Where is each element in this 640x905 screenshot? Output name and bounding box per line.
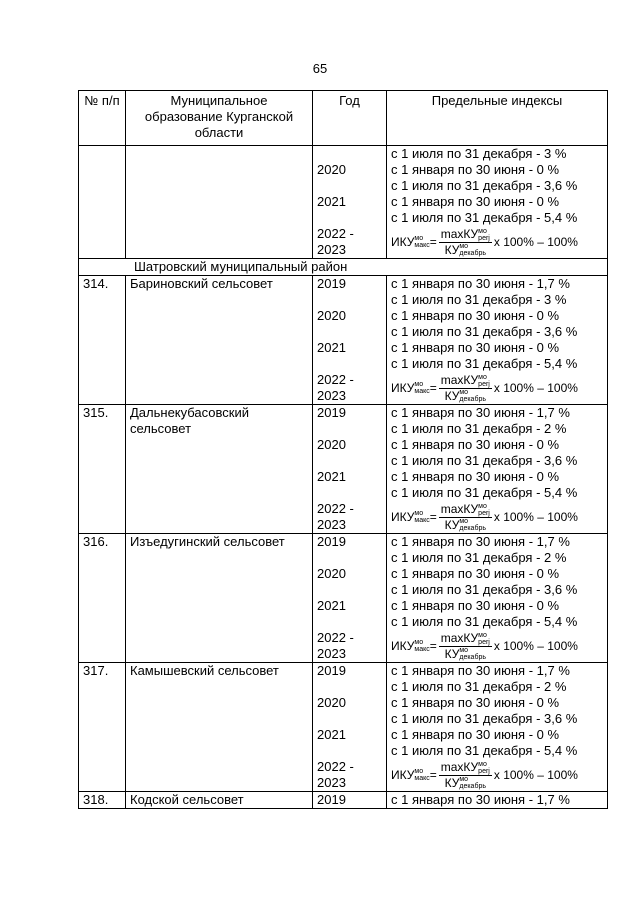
year-item: 2019 [317, 276, 346, 291]
row-years-cell: 2019 [313, 792, 387, 809]
formula-fraction [439, 502, 492, 533]
formula-sup: мо [459, 389, 469, 397]
formula-sup: мо [478, 631, 487, 639]
year-item: 2021 [317, 469, 346, 484]
formula-denominator [443, 243, 488, 258]
row-indices-cell [387, 146, 608, 259]
table-row [79, 534, 608, 663]
formula-num-text: maxКУ [440, 630, 479, 645]
row-num-cell: 314. [79, 276, 126, 405]
formula-sub: декабрь [459, 654, 486, 662]
row-name-cell: Дальнекубасовский сельсовет [126, 405, 313, 534]
row-indices-cell [387, 534, 608, 663]
year-item: 2020 [317, 695, 346, 710]
header-indices: Предельные индексы [387, 91, 608, 146]
district-name: Шатровский муниципальный район [79, 259, 608, 276]
formula-sub: декабрь [459, 396, 486, 404]
formula-lhs-supsub [414, 381, 429, 395]
row-indices-cell [387, 276, 608, 405]
formula-den-supsub [459, 243, 486, 257]
formula-den-supsub [459, 647, 486, 661]
row-indices-cell [387, 663, 608, 792]
index-formula [391, 501, 603, 533]
formula-lhs: ИКУ [391, 381, 415, 395]
row-years-cell [313, 146, 387, 259]
formula-sup: мо [478, 760, 487, 768]
formula-sub: perj [478, 234, 490, 242]
formula-eq: = [429, 768, 437, 782]
formula-numerator [439, 502, 492, 518]
index-line: с 1 января по 30 июня - 0 % [391, 162, 560, 177]
formula-tail: x 100% – 100% [493, 235, 578, 249]
formula-lhs-supsub [414, 768, 429, 782]
formula-lhs-supsub [414, 235, 429, 249]
formula-sub: декабрь [459, 783, 486, 791]
indices-table [78, 90, 608, 809]
index-line: с 1 июля по 31 декабря - 3,6 % [391, 178, 578, 193]
formula-sup: мо [459, 243, 469, 251]
index-formula [391, 759, 603, 791]
formula-tail: x 100% – 100% [493, 510, 578, 524]
index-line: с 1 января по 30 июня - 0 % [391, 308, 560, 323]
formula-den-text: КУ [444, 242, 460, 257]
formula-sub: perj [478, 509, 490, 517]
index-line: с 1 января по 30 июня - 0 % [391, 340, 560, 355]
index-line: с 1 января по 30 июня - 0 % [391, 437, 560, 452]
row-indices-cell [387, 405, 608, 534]
index-line: с 1 июля по 31 декабря - 3,6 % [391, 582, 578, 597]
formula-den-supsub [459, 389, 486, 403]
year-item: 2020 [317, 162, 346, 177]
formula-num-supsub [478, 228, 490, 242]
row-years-cell [313, 663, 387, 792]
formula-fraction [439, 227, 492, 258]
formula-sub: макс [414, 646, 430, 653]
formula-lhs: ИКУ [391, 235, 415, 249]
formula-sup: мо [459, 647, 469, 655]
table-row [79, 405, 608, 534]
formula-den-text: КУ [444, 775, 460, 790]
index-line: с 1 июля по 31 декабря - 3,6 % [391, 453, 578, 468]
index-line: с 1 января по 30 июня - 0 % [391, 469, 560, 484]
formula-num-supsub [478, 503, 490, 517]
formula-lhs: ИКУ [391, 768, 415, 782]
row-name-cell: Кодской сельсовет [126, 792, 313, 809]
index-line: с 1 января по 30 июня - 0 % [391, 695, 560, 710]
year-item: 2020 [317, 437, 346, 452]
index-line: с 1 июля по 31 декабря - 2 % [391, 550, 567, 565]
year-item: 2019 [317, 663, 346, 678]
page-number: 65 [312, 61, 328, 76]
header-municipality: Муниципальное образование Курганской области [126, 91, 313, 146]
formula-denominator [443, 518, 488, 533]
index-line: с 1 июля по 31 декабря - 3,6 % [391, 324, 578, 339]
row-num-cell: 315. [79, 405, 126, 534]
formula-num-text: maxКУ [440, 759, 479, 774]
formula-lhs-supsub [414, 510, 429, 524]
index-line: с 1 июля по 31 декабря - 3 % [391, 146, 567, 161]
formula-sub: perj [478, 638, 490, 646]
year-item: 2019 [317, 405, 346, 420]
formula-sup: мо [414, 768, 424, 775]
index-line: с 1 июля по 31 декабря - 3 % [391, 292, 567, 307]
index-line: с 1 июля по 31 декабря - 2 % [391, 421, 567, 436]
formula-eq: = [429, 381, 437, 395]
formula-sub: perj [478, 380, 490, 388]
formula-numerator [439, 227, 492, 243]
index-line: с 1 января по 30 июня - 1,7 % [391, 663, 570, 678]
formula-sup: мо [414, 639, 424, 646]
formula-den-text: КУ [444, 646, 460, 661]
row-name-cell: Бариновский сельсовет [126, 276, 313, 405]
index-line: с 1 января по 30 июня - 1,7 % [391, 405, 570, 420]
formula-sub: макс [414, 775, 430, 782]
header-year: Год [313, 91, 387, 146]
row-name-cell [126, 146, 313, 259]
formula-lhs: ИКУ [391, 510, 415, 524]
formula-tail: x 100% – 100% [493, 768, 578, 782]
formula-sup: мо [414, 510, 424, 517]
formula-num-supsub [478, 761, 490, 775]
formula-denominator [443, 647, 488, 662]
year-item: 2022 - 2023 [317, 372, 354, 403]
row-num-cell [79, 146, 126, 259]
header-num: № п/п [79, 91, 126, 146]
table-header-row [79, 91, 608, 146]
formula-den-supsub [459, 518, 486, 532]
formula-sub: perj [478, 767, 490, 775]
formula-fraction [439, 373, 492, 404]
formula-num-supsub [478, 374, 490, 388]
year-item: 2022 - 2023 [317, 501, 354, 532]
formula-sup: мо [459, 518, 469, 526]
index-line: с 1 июля по 31 декабря - 5,4 % [391, 743, 578, 758]
formula-den-supsub [459, 776, 486, 790]
index-formula [391, 630, 603, 662]
formula-numerator [439, 631, 492, 647]
district-row [79, 259, 608, 276]
year-item [317, 146, 382, 162]
formula-sup: мо [459, 776, 469, 784]
formula-sup: мо [414, 235, 424, 242]
row-num-cell: 318. [79, 792, 126, 809]
formula-eq: = [429, 235, 437, 249]
formula-eq: = [429, 639, 437, 653]
row-name-cell: Изъедугинский сельсовет [126, 534, 313, 663]
formula-fraction [439, 631, 492, 662]
formula-num-text: maxКУ [440, 372, 479, 387]
row-years-cell [313, 276, 387, 405]
row-years-cell [313, 405, 387, 534]
formula-sub: макс [414, 517, 430, 524]
formula-numerator [439, 760, 492, 776]
index-line: с 1 января по 30 июня - 0 % [391, 727, 560, 742]
year-item: 2021 [317, 340, 346, 355]
year-item: 2021 [317, 727, 346, 742]
formula-den-text: КУ [444, 388, 460, 403]
formula-tail: x 100% – 100% [493, 381, 578, 395]
year-item: 2020 [317, 308, 346, 323]
table-row [79, 146, 608, 259]
formula-sub: декабрь [459, 525, 486, 533]
index-line: с 1 января по 30 июня - 1,7 % [387, 792, 608, 809]
index-line: с 1 января по 30 июня - 1,7 % [391, 276, 570, 291]
formula-tail: x 100% – 100% [493, 639, 578, 653]
formula-denominator [443, 389, 488, 404]
formula-sup: мо [478, 502, 487, 510]
table-row [79, 276, 608, 405]
formula-num-text: maxКУ [440, 501, 479, 516]
formula-sup: мо [478, 227, 487, 235]
index-line: с 1 июля по 31 декабря - 3,6 % [391, 711, 578, 726]
row-years-cell [313, 534, 387, 663]
formula-eq: = [429, 510, 437, 524]
year-item: 2022 - 2023 [317, 226, 354, 257]
formula-den-text: КУ [444, 517, 460, 532]
formula-lhs: ИКУ [391, 639, 415, 653]
index-formula [391, 226, 603, 258]
table-row [79, 663, 608, 792]
formula-num-supsub [478, 632, 490, 646]
formula-num-text: maxКУ [440, 226, 479, 241]
formula-sub: макс [414, 388, 430, 395]
index-line: с 1 июля по 31 декабря - 5,4 % [391, 614, 578, 629]
index-line: с 1 июля по 31 декабря - 5,4 % [391, 356, 578, 371]
index-formula [391, 372, 603, 404]
index-line: с 1 июля по 31 декабря - 5,4 % [391, 210, 578, 225]
formula-sub: декабрь [459, 250, 486, 258]
formula-sup: мо [478, 373, 487, 381]
formula-sub: макс [414, 242, 430, 249]
index-line: с 1 января по 30 июня - 1,7 % [391, 534, 570, 549]
year-item: 2022 - 2023 [317, 630, 354, 661]
row-num-cell: 316. [79, 534, 126, 663]
row-num-cell: 317. [79, 663, 126, 792]
index-line: с 1 июля по 31 декабря - 2 % [391, 679, 567, 694]
formula-numerator [439, 373, 492, 389]
year-item: 2022 - 2023 [317, 759, 354, 790]
index-line: с 1 июля по 31 декабря - 5,4 % [391, 485, 578, 500]
formula-denominator [443, 776, 488, 791]
formula-lhs-supsub [414, 639, 429, 653]
index-line: с 1 января по 30 июня - 0 % [391, 194, 560, 209]
year-item: 2019 [317, 534, 346, 549]
index-line: с 1 января по 30 июня - 0 % [391, 598, 560, 613]
formula-sup: мо [414, 381, 424, 388]
year-item: 2021 [317, 194, 346, 209]
formula-fraction [439, 760, 492, 791]
row-name-cell: Камышевский сельсовет [126, 663, 313, 792]
index-line: с 1 января по 30 июня - 0 % [391, 566, 560, 581]
year-item: 2020 [317, 566, 346, 581]
year-item: 2021 [317, 598, 346, 613]
table-row [79, 792, 608, 809]
